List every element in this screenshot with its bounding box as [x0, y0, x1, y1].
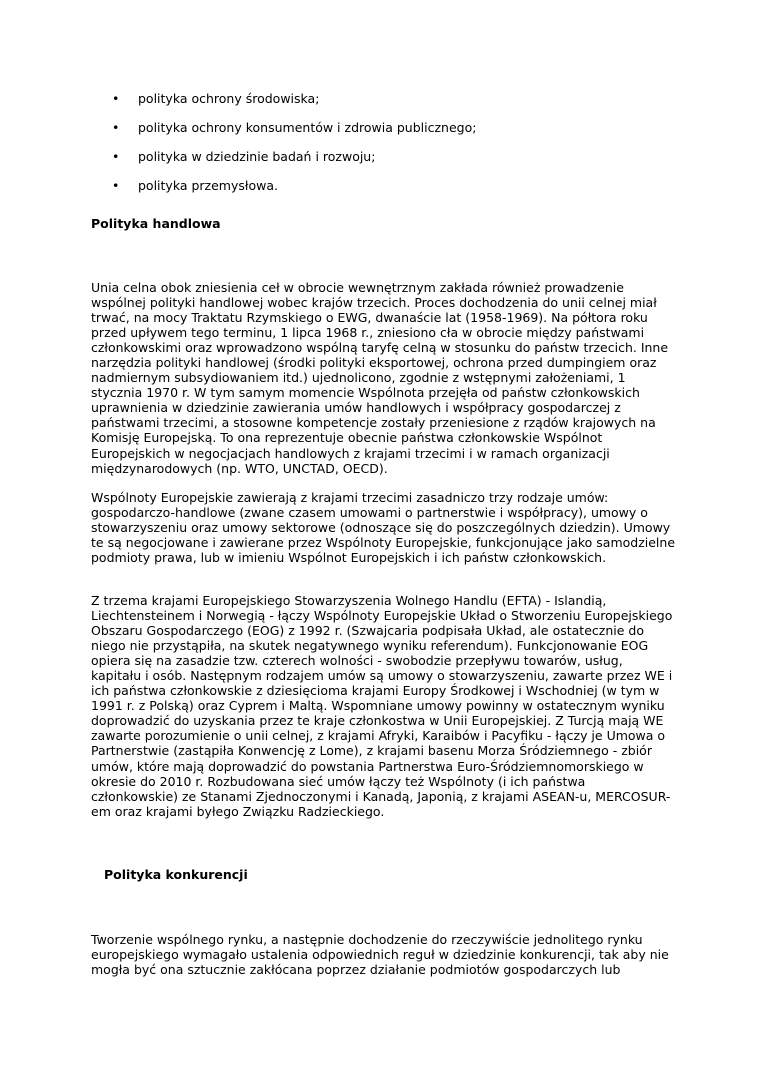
bullet-icon: •: [112, 178, 120, 193]
bullet-icon: •: [112, 91, 120, 106]
list-item: [112, 120, 476, 135]
list-item-text: polityka ochrony konsumentów i zdrowia publicznego;: [138, 120, 477, 135]
list-item-text: polityka w dziedzinie badań i rozwoju;: [138, 149, 376, 164]
list-item-text: polityka przemysłowa.: [138, 178, 278, 193]
bullet-icon: •: [112, 149, 120, 164]
heading-trade-policy: Polityka handlowa: [91, 216, 221, 231]
paragraph-trade-partner-agreements: Z trzema krajami Europejskiego Stowarzyszenia Wolnego Handlu (EFTA) - Islandią, Liechtensteinem i Norwegią - łączy Wspólnoty Europejskie Układ o Stworzeniu Europejskiego Obszaru Gospodarczego (EOG) z 1992 r. (Szwajcaria podpisała Układ, ale ostatecznie do niego nie przystąpiła, na skutek negatywnego wyniku referendum). Funkcjonowanie EOG opiera się na zasadzie tzw. czterech wolności - swobodzie przepływu towarów, usług, kapitału i osób. Następnym rodzajem umów są umowy o stowarzyszeniu, zawarte przez WE i ich państwa członkowskie z dziesięcioma krajami Europy Środkowej i Wschodniej (w tym w 1991 r. z Polską) oraz Cyprem i Maltą. Wspomniane umowy powinny w ostatecznym wyniku doprowadzić do uzyskania przez te kraje członkostwa w Unii Europejskiej. Z Turcją mają WE zawarte porozumienie o unii celnej, z krajami Afryki, Karaibów i Pacyfiku - łączy je Umowa o Partnerstwie (zastąpiła Konwencję z Lome), z krajami basenu Morza Śródziemnego - zbiór umów, które mają doprowadzić do powstania Partnerstwa Euro-Śródziemnomorskiego w okresie do 2010 r. Rozbudowana sieć umów łączy też Wspólnoty (i ich państwa członkowskie) ze Stanami Zjednoczonymi i Kanadą, Japonią, z krajami ASEAN-u, MERCOSUR-em oraz krajami byłego Związku Radzieckiego.: [91, 593, 673, 819]
list-item: [112, 149, 476, 164]
paragraph-trade-agreement-types: Wspólnoty Europejskie zawierają z krajami trzecimi zasadniczo trzy rodzaje umów: gospodarczo-handlowe (zwane czasem umowami o partnerstwie i współpracy), umowy o stowarzyszeniu oraz umowy sektorowe (odnoszące się do poszczególnych dziedzin). Umowy te są negocjowane i zawierane przez Wspólnoty Europejskie, funkcjonujące jako samodzielne podmioty prawa, lub w imieniu Wspólnot Europejskich i ich państw członkowskich.: [91, 490, 676, 566]
list-item: [112, 91, 476, 106]
paragraph-competition-intro: Tworzenie wspólnego rynku, a następnie dochodzenie do rzeczywiście jednolitego rynku europejskiego wymagało ustalenia odpowiednich reguł w dziedzinie konkurencji, tak aby nie mogła być ona sztucznie zakłócana poprzez działanie podmiotów gospodarczych lub: [91, 932, 669, 978]
policy-bullet-list: [112, 91, 476, 207]
heading-competition-policy: Polityka konkurencji: [104, 867, 248, 882]
paragraph-trade-customs-union: Unia celna obok zniesienia ceł w obrocie wewnętrznym zakłada również prowadzenie wspólnej polityki handlowej wobec krajów trzecich. Proces dochodzenia do unii celnej miał trwać, na mocy Traktatu Rzymskiego o EWG, dwanaście lat (1958-1969). Na półtora roku przed upływem tego terminu, 1 lipca 1968 r., zniesiono cła w obrocie między państwami członkowskimi oraz wprowadzono wspólną taryfę celną w stosunku do państw trzecich. Inne narzędzia polityki handlowej (środki polityki eksportowej, ochrona przed dumpingiem oraz nadmiernym subsydiowaniem itd.) ujednolicono, zgodnie z wstępnymi założeniami, 1 stycznia 1970 r. W tym samym momencie Wspólnota przejęła od państw członkowskich uprawnienia w dziedzinie zawierania umów handlowych i współpracy gospodarczej z państwami trzecimi, a stosowne kompetencje zostały przeniesione z rządów krajowych na Komisję Europejską. To ona reprezentuje obecnie państwa członkowskie Wspólnot Europejskich w negocjacjach handlowych z krajami trzecimi i w ramach organizacji międzynarodowych (np. WTO, UNCTAD, OECD).: [91, 280, 669, 476]
list-item: [112, 178, 476, 193]
list-item-text: polityka ochrony środowiska;: [138, 91, 320, 106]
bullet-icon: •: [112, 120, 120, 135]
